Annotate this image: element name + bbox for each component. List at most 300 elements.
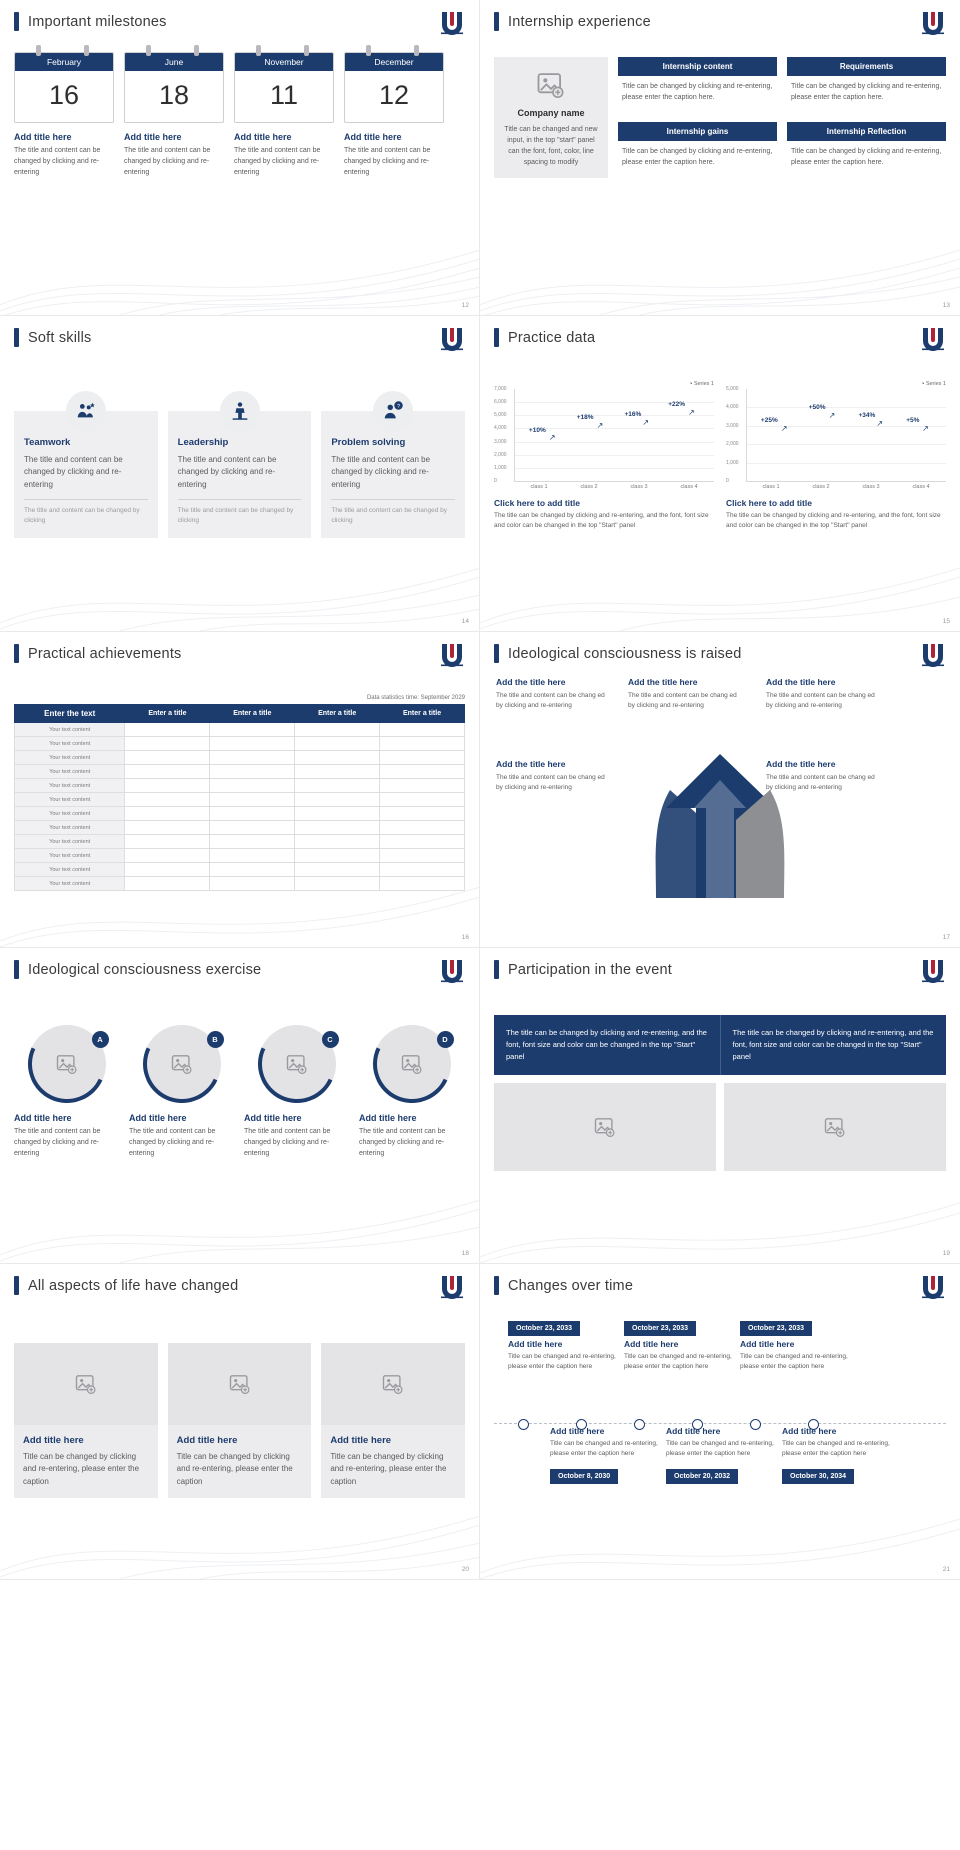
table-cell [125, 779, 210, 793]
timeline-title: Add title here [782, 1426, 837, 1436]
calendar-card [124, 52, 224, 123]
page-number: 14 [461, 618, 469, 625]
slide-header [480, 632, 960, 663]
table-header-row [15, 705, 465, 723]
calendar-rings [14, 45, 114, 52]
table-cell [125, 793, 210, 807]
y-tick: 2,000 [494, 451, 507, 458]
y-tick: 6,000 [494, 399, 507, 406]
table-cell [380, 751, 465, 765]
table-cell [380, 863, 465, 877]
timeline-body: Title can be changed and re-entering, please enter the caption here [740, 1353, 848, 1370]
panel-body: Title can be changed by clicking and re-entering, please enter the caption here. [622, 148, 773, 167]
page-number: 17 [942, 934, 950, 941]
calendar-rings [234, 45, 334, 52]
slide-ideological-exercise [0, 948, 480, 1264]
trend-arrow-icon: ↗ [828, 411, 836, 421]
calendar-month: February [15, 53, 113, 71]
timeline-body: Title can be changed and re-entering, please enter the caption here [666, 1440, 774, 1457]
skill-title: Leadership [177, 437, 229, 448]
title-accent-bar [14, 960, 19, 979]
circle-graphic [373, 1025, 451, 1103]
milestone-caption [14, 132, 114, 179]
circle-body: The title and content can be changed by clicking and re-entering [244, 1128, 331, 1157]
circle-item [129, 1025, 234, 1160]
timeline-body: Title can be changed and re-entering, please enter the caption here [550, 1440, 658, 1457]
trend-arrow-icon: ↗ [596, 421, 604, 431]
page-number: 12 [461, 302, 469, 309]
internship-panel [787, 122, 946, 178]
x-tick: class 2 [812, 484, 830, 490]
table-cell [380, 779, 465, 793]
table-cell: Your text content [15, 807, 125, 821]
circle-title: Add title here [244, 1113, 302, 1123]
table-cell [210, 821, 295, 835]
table-cell [210, 793, 295, 807]
page-number: 18 [461, 1250, 469, 1257]
wave-decoration [480, 195, 960, 315]
life-card-title: Add title here [330, 1435, 392, 1446]
skill-card [14, 411, 158, 538]
table-cell [295, 723, 380, 737]
table-cell: Your text content [15, 737, 125, 751]
timeline-body: Title can be changed and re-entering, please enter the caption here [624, 1353, 732, 1370]
university-logo [439, 1275, 465, 1299]
life-card-body [321, 1425, 465, 1498]
circle-badge: B [207, 1031, 224, 1048]
timeline-node [518, 1419, 529, 1430]
x-tick: class 3 [630, 484, 648, 490]
table-cell [210, 807, 295, 821]
block-body: The title and content can be chang ed by clicking and re-entering [496, 692, 605, 709]
y-tick: 4,000 [494, 425, 507, 432]
skill-note: The title and content can be changed by clicking [331, 507, 447, 524]
circle-badge: C [322, 1031, 339, 1048]
circle-graphic [28, 1025, 106, 1103]
participation-image-row [494, 1083, 946, 1171]
chart-caption-title: Click here to add title [726, 498, 812, 508]
milestone-title: Add title here [234, 132, 292, 142]
slide-internship-experience [480, 0, 960, 316]
page-title: Changes over time [508, 1277, 634, 1294]
column-header: Enter a title [210, 705, 295, 723]
page-title: Participation in the event [508, 961, 672, 978]
life-card-text: Title can be changed by clicking and re-entering, please enter the caption [176, 1452, 293, 1486]
company-name: Company name [517, 108, 585, 118]
trend-arrow-icon: ↗ [642, 418, 650, 428]
chart-caption [726, 498, 946, 531]
slide-practical-achievements [0, 632, 480, 948]
table-cell [210, 835, 295, 849]
internship-panel [618, 122, 777, 178]
table-row [15, 779, 465, 793]
circle-item [359, 1025, 464, 1160]
title-accent-bar [14, 328, 19, 347]
table-cell [380, 821, 465, 835]
table-cell [295, 779, 380, 793]
skill-body: The title and content can be changed by clicking and re-entering [24, 455, 123, 489]
chart-row [480, 371, 960, 531]
participation-text-right: The title can be changed by clicking and re-entering, and the font, font size and color can be changed in the top "Start" panel [732, 1028, 934, 1061]
table-row [15, 863, 465, 877]
block-body: The title and content can be chang ed by clicking and re-entering [766, 774, 875, 791]
university-logo [439, 327, 465, 351]
column-header: Enter a title [380, 705, 465, 723]
table-cell: Your text content [15, 863, 125, 877]
slide-important-milestones [0, 0, 480, 316]
timeline-item-bottom [550, 1423, 662, 1484]
divider [24, 499, 148, 500]
image-placeholder [321, 1343, 465, 1425]
table-cell [295, 863, 380, 877]
chart-x-labels [746, 482, 946, 490]
block-body: The title and content can be chang ed by clicking and re-entering [628, 692, 737, 709]
circle-title: Add title here [129, 1113, 187, 1123]
block-title: Add the title here [628, 677, 698, 687]
y-tick: 2,000 [726, 441, 739, 448]
block-title: Add the title here [496, 677, 566, 687]
trend-arrow-icon: ↗ [548, 433, 556, 443]
y-tick: 5,000 [726, 386, 739, 392]
milestone-caption [124, 132, 224, 179]
milestone-caption [344, 132, 444, 179]
life-card [14, 1343, 158, 1498]
table-cell [295, 835, 380, 849]
skill-title: Teamwork [24, 437, 71, 448]
page-title: Soft skills [28, 329, 92, 346]
life-card-title: Add title here [23, 1435, 84, 1446]
ideology-block [628, 677, 743, 711]
milestone-body: The title and content can be changed by clicking and re-entering [234, 147, 321, 176]
page-number: 19 [942, 1250, 950, 1257]
title-accent-bar [14, 1276, 19, 1295]
milestone-item [14, 45, 114, 179]
timeline-title: Add title here [740, 1339, 795, 1349]
title-accent-bar [14, 644, 19, 663]
page-title: Internship experience [508, 13, 651, 30]
block-title: Add the title here [766, 759, 836, 769]
calendar-rings [124, 45, 224, 52]
table-row [15, 821, 465, 835]
university-logo [439, 643, 465, 667]
chart-plot-area [494, 386, 714, 484]
table-cell: Your text content [15, 751, 125, 765]
life-card-title: Add title here [176, 1435, 238, 1446]
internship-panel [787, 57, 946, 113]
timeline-title: Add title here [666, 1426, 721, 1436]
chart-legend: ▪ Series 1 [690, 381, 714, 387]
participation-layout [480, 1003, 960, 1171]
chart-caption [494, 498, 714, 531]
panel-body: Title can be changed by clicking and re-entering, please enter the caption here. [791, 148, 942, 167]
trend-arrow-icon: ↗ [876, 419, 884, 429]
skill-note: The title and content can be changed by clicking [24, 507, 140, 524]
calendar-day: 11 [269, 80, 299, 110]
page-title: Ideological consciousness is raised [508, 645, 742, 662]
slide-practice-data [480, 316, 960, 632]
table-cell: Your text content [15, 779, 125, 793]
milestone-caption [234, 132, 334, 179]
chart-label: +10% [528, 426, 546, 434]
skill-body: The title and content can be changed by clicking and re-entering [177, 455, 277, 489]
title-accent-bar [14, 12, 19, 31]
wave-decoration [0, 1143, 480, 1263]
page-title: Practical achievements [28, 645, 182, 662]
chart-label: +16% [624, 411, 642, 419]
panel-heading: Internship gains [618, 122, 777, 141]
table-cell [210, 737, 295, 751]
life-card-text: Title can be changed by clicking and re-entering, please enter the caption [330, 1452, 447, 1486]
life-card-list [0, 1325, 479, 1498]
slide-header [0, 316, 479, 347]
internship-panel [618, 57, 777, 113]
slide-header [480, 1264, 960, 1295]
chart-label: +22% [668, 400, 686, 408]
calendar-card [234, 52, 334, 123]
circle-item [14, 1025, 119, 1160]
chart-caption-body: The title can be changed by clicking and re-entering, and the font, font size and color can be changed in the top "Start" panel [494, 512, 709, 529]
image-placeholder-icon [594, 1118, 616, 1137]
image-placeholder-icon [171, 1055, 193, 1074]
table-cell [125, 821, 210, 835]
university-logo [439, 959, 465, 983]
table-cell [380, 835, 465, 849]
table-cell [125, 723, 210, 737]
circle-caption [129, 1113, 234, 1160]
circle-body: The title and content can be changed by clicking and re-entering [359, 1128, 446, 1157]
circle-caption [14, 1113, 119, 1160]
svg-text:?: ? [397, 403, 401, 410]
milestone-item [124, 45, 224, 179]
panel-body: Title can be changed by clicking and re-entering, please enter the caption here. [791, 83, 942, 101]
x-tick: class 2 [580, 484, 598, 490]
chart-plot-area [726, 386, 946, 484]
x-tick: class 1 [530, 484, 548, 490]
milestone-body: The title and content can be changed by clicking and re-entering [124, 147, 211, 176]
ideology-block [496, 759, 611, 793]
table-row [15, 849, 465, 863]
table-cell [380, 849, 465, 863]
skill-card [168, 411, 312, 538]
bar-chart-2 [726, 381, 946, 531]
slide-header [0, 948, 479, 979]
slide-header [480, 948, 960, 979]
chart-caption-title: Click here to add title [494, 498, 580, 508]
column-header: Enter a title [295, 705, 380, 723]
slide-header [0, 0, 479, 31]
trend-arrow-icon: ↗ [780, 423, 788, 433]
wave-decoration [0, 195, 480, 315]
trend-arrow-icon: ↗ [688, 408, 695, 418]
calendar-month: November [235, 53, 333, 71]
slide-life-changed [0, 1264, 480, 1580]
title-accent-bar [494, 328, 499, 347]
timeline-date: October 23, 2033 [740, 1321, 812, 1336]
circle-badge: D [437, 1031, 454, 1048]
x-tick: class 4 [912, 484, 930, 490]
slide-participation [480, 948, 960, 1264]
table-cell [295, 821, 380, 835]
image-placeholder-icon [382, 1375, 404, 1394]
milestone-title: Add title here [344, 132, 402, 142]
circle-graphic [143, 1025, 221, 1103]
image-placeholder [14, 1343, 158, 1425]
y-tick: 3,000 [494, 438, 507, 445]
table-cell [210, 779, 295, 793]
table-cell [210, 877, 295, 891]
table-cell: Your text content [15, 793, 125, 807]
timeline-title: Add title here [624, 1339, 679, 1349]
table-cell [380, 737, 465, 751]
internship-panels [618, 57, 946, 178]
participation-text-panel [494, 1015, 946, 1075]
table-cell [380, 877, 465, 891]
image-placeholder [168, 1343, 312, 1425]
page-title: Important milestones [28, 13, 167, 30]
slide-header [0, 1264, 479, 1295]
y-tick: 4,000 [726, 404, 739, 411]
trend-arrow-icon: ↗ [922, 423, 929, 433]
milestone-item [234, 45, 334, 179]
skill-card [321, 403, 465, 538]
achievements-table [14, 704, 465, 891]
timeline-item-top [624, 1317, 736, 1372]
image-placeholder-icon [286, 1055, 308, 1074]
chart-bars [747, 389, 946, 481]
chart-caption-body: The title can be changed by clicking and re-entering, and the font, font size and color can be changed in the top "Start" panel [726, 512, 941, 529]
image-placeholder-icon [229, 1375, 251, 1394]
timeline-date: October 20, 2032 [666, 1469, 738, 1484]
table-cell [210, 863, 295, 877]
divider [178, 499, 302, 500]
x-tick: class 3 [862, 484, 880, 490]
calendar-rings [344, 45, 444, 52]
milestone-title: Add title here [124, 132, 182, 142]
circle-caption [244, 1113, 349, 1160]
table-cell: Your text content [15, 765, 125, 779]
table-cell: Your text content [15, 835, 125, 849]
life-card-body [14, 1425, 158, 1498]
leadership-icon [220, 391, 260, 431]
page-title: Ideological consciousness exercise [28, 961, 262, 978]
table-cell: Your text content [15, 723, 125, 737]
table-cell [295, 877, 380, 891]
y-tick: 7,000 [494, 386, 507, 392]
chart-label: +25% [760, 416, 778, 424]
timeline-title: Add title here [508, 1339, 563, 1349]
image-placeholder-icon [824, 1118, 846, 1137]
table-row [15, 877, 465, 891]
university-logo [439, 11, 465, 35]
chart-x-labels [514, 482, 714, 490]
table-row [15, 723, 465, 737]
ideology-block [496, 677, 611, 711]
block-title: Add the title here [496, 759, 566, 769]
calendar-month: June [125, 53, 223, 71]
slide-ideological-consciousness-raised [480, 632, 960, 948]
table-row [15, 807, 465, 821]
life-card [168, 1343, 312, 1498]
page-number: 20 [461, 1566, 469, 1573]
timeline-date: October 8, 2030 [550, 1469, 618, 1484]
timeline-item-bottom [782, 1423, 894, 1484]
teamwork-icon [66, 391, 106, 431]
chart-legend: ▪ Series 1 [922, 381, 946, 387]
chart-label: +50% [808, 403, 826, 411]
university-logo [920, 11, 946, 35]
image-placeholder-icon [537, 73, 565, 98]
x-tick: class 4 [680, 484, 698, 490]
table-cell [380, 807, 465, 821]
image-placeholder [724, 1083, 946, 1171]
table-cell [125, 765, 210, 779]
page-title: Practice data [508, 329, 596, 346]
slide-header [480, 0, 960, 31]
bar-chart-1 [494, 381, 714, 531]
milestone-list [0, 31, 479, 179]
achievements-table-wrap [0, 689, 479, 891]
y-tick: 0 [494, 478, 497, 484]
calendar-day: 18 [158, 80, 190, 110]
panel-heading: Internship content [618, 57, 777, 76]
table-cell [380, 765, 465, 779]
ideology-block [766, 759, 881, 793]
page-number: 15 [942, 618, 950, 625]
image-placeholder-icon [75, 1375, 97, 1394]
y-tick: 3,000 [726, 422, 739, 429]
table-cell [210, 849, 295, 863]
life-card-text: Title can be changed by clicking and re-entering, please enter the caption [23, 1452, 140, 1486]
company-body: Title can be changed and new input, in the top "start" panel can the font, font, color, line spacing to modify [504, 126, 598, 166]
table-cell [295, 849, 380, 863]
circle-body: The title and content can be changed by clicking and re-entering [14, 1128, 101, 1157]
slide-header [480, 316, 960, 347]
circle-item [244, 1025, 349, 1160]
milestone-body: The title and content can be changed by clicking and re-entering [14, 147, 101, 176]
table-cell [295, 807, 380, 821]
calendar-card [14, 52, 114, 123]
ideology-diagram [480, 663, 960, 898]
column-header: Enter a title [125, 705, 210, 723]
table-cell [295, 751, 380, 765]
milestone-body: The title and content can be changed by clicking and re-entering [344, 147, 431, 176]
y-tick: 1,000 [494, 464, 507, 471]
table-cell: Your text content [15, 849, 125, 863]
circle-badge: A [92, 1031, 109, 1048]
column-header: Enter the text [15, 705, 125, 723]
table-row [15, 835, 465, 849]
block-title: Add the title here [766, 677, 836, 687]
table-cell [125, 807, 210, 821]
page-number: 16 [461, 934, 469, 941]
problem-solving-icon [373, 391, 413, 431]
milestone-title: Add title here [14, 132, 72, 142]
chart-label: +5% [906, 416, 920, 424]
table-row [15, 793, 465, 807]
slide-changes-over-time [480, 1264, 960, 1580]
table-cell [125, 877, 210, 891]
table-cell [125, 835, 210, 849]
life-card-body [168, 1425, 312, 1498]
life-card [321, 1343, 465, 1498]
table-row [15, 737, 465, 751]
page-title: All aspects of life have changed [28, 1277, 239, 1294]
calendar-card [344, 52, 444, 123]
slide-header [0, 632, 479, 663]
table-row [15, 751, 465, 765]
milestone-item [344, 45, 444, 179]
image-placeholder-icon [401, 1055, 423, 1074]
